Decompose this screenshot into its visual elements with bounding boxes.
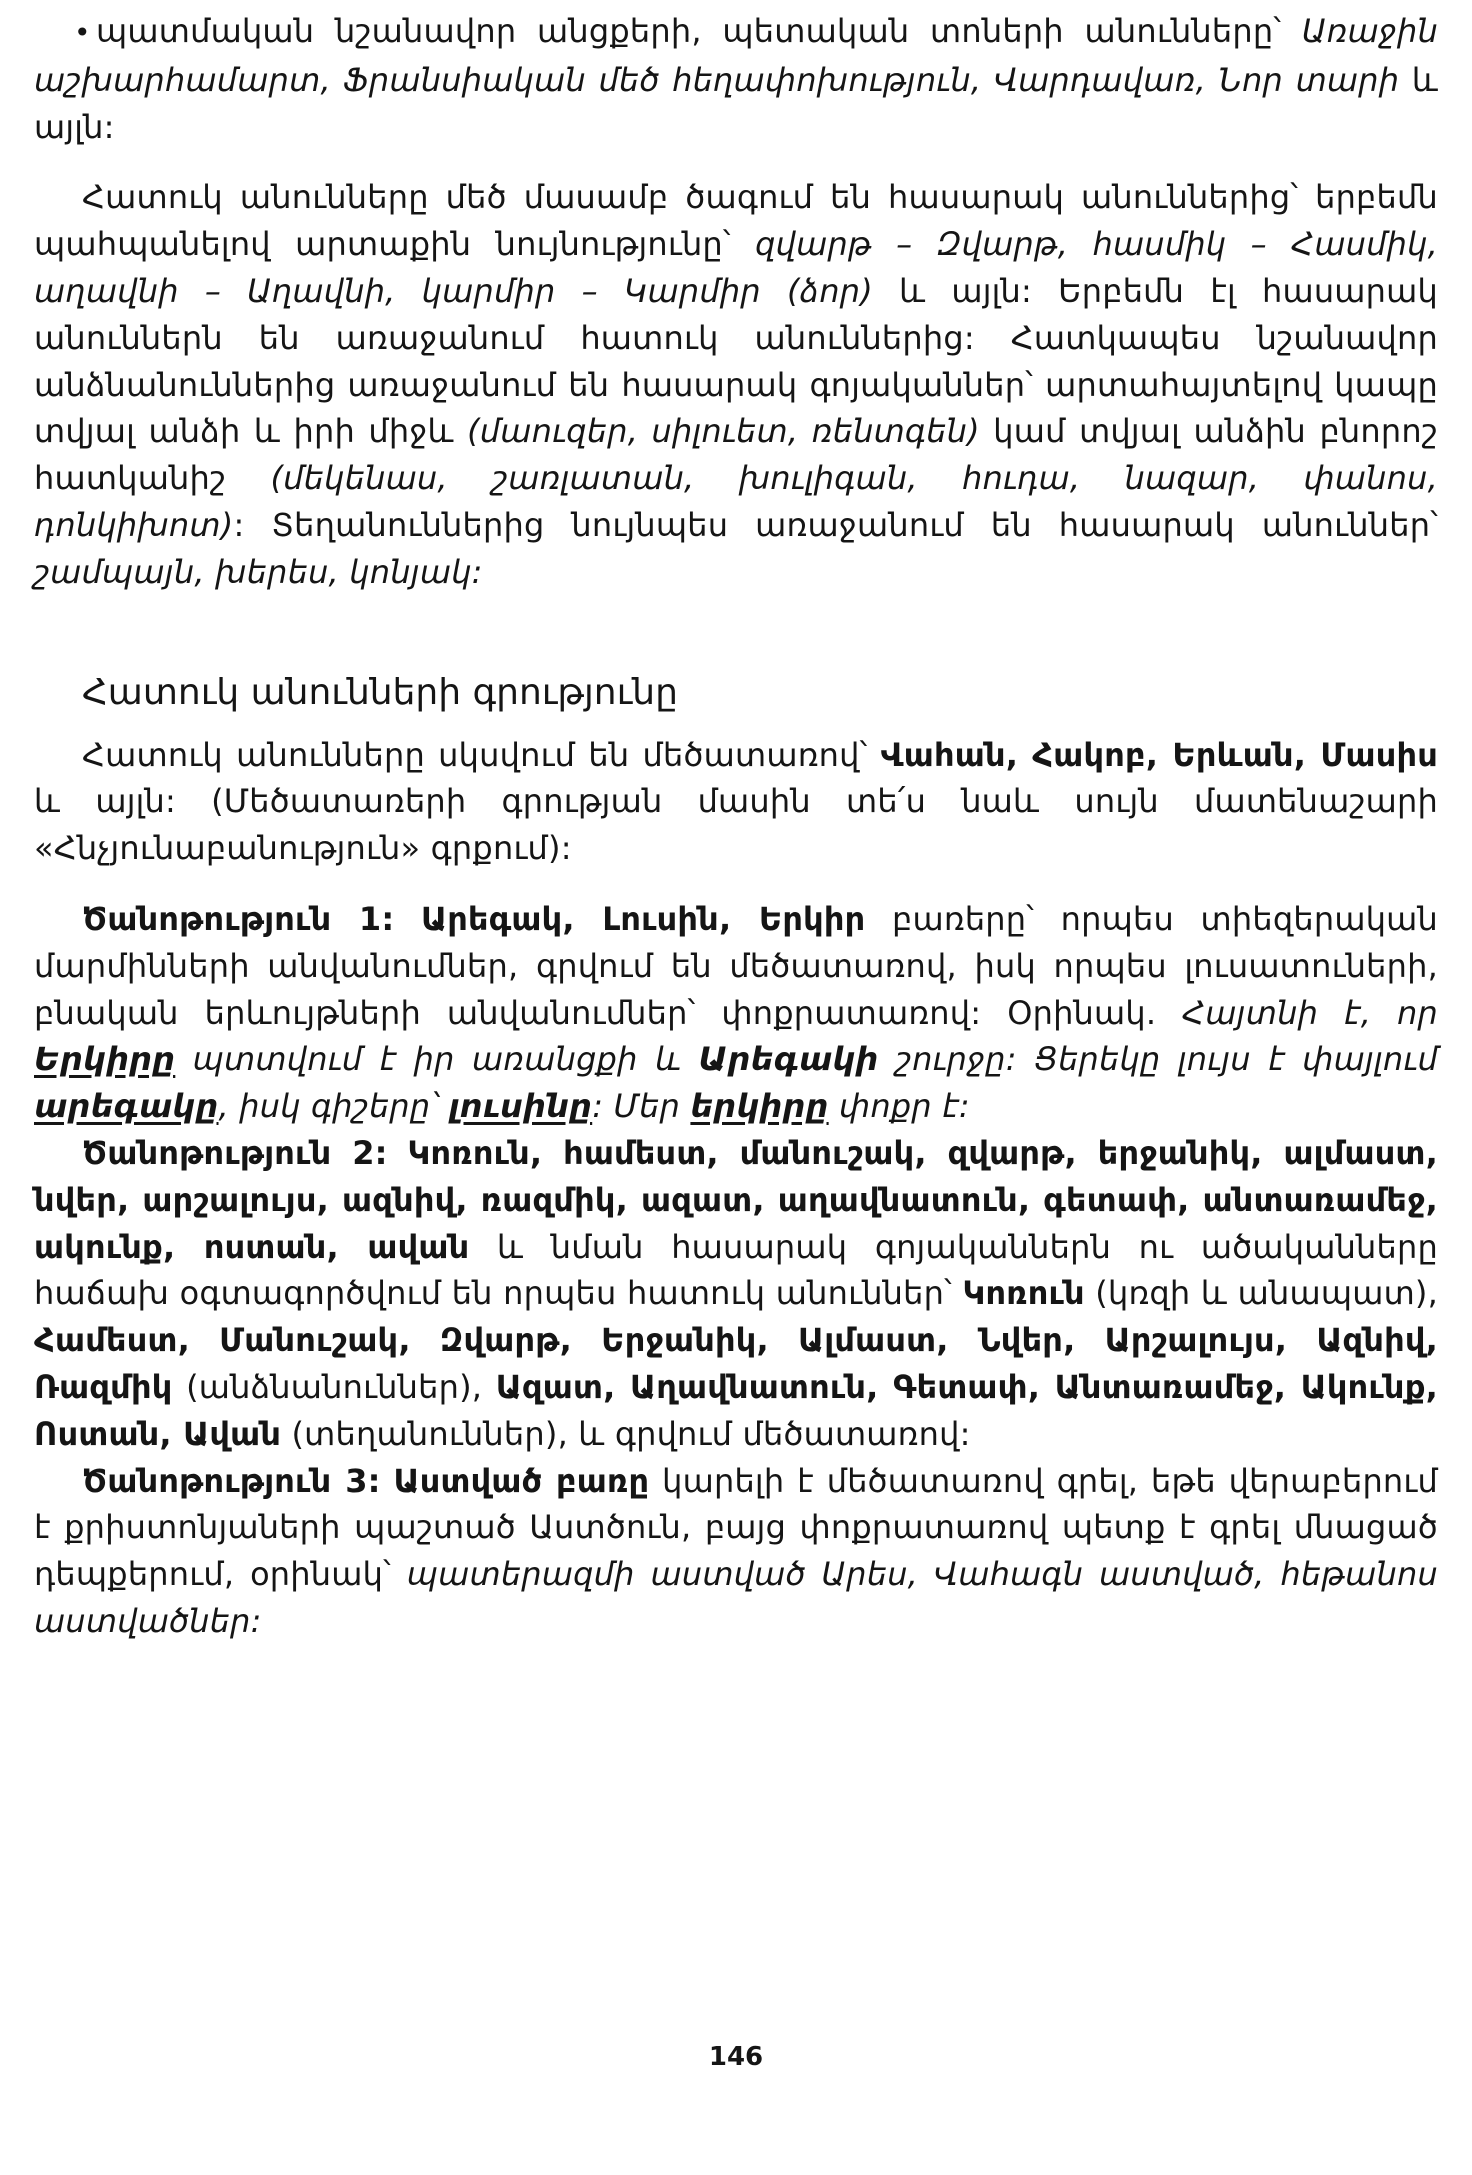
note-label: Ծանոթություն 2: [82, 1133, 388, 1172]
italic-example: փոքր է: [828, 1087, 970, 1126]
italic-example: : Մեր [592, 1087, 691, 1126]
paragraph-text: պատմական նշանավոր անցքերի, պետական տոների անունները՝ [96, 12, 1302, 50]
emphasized-word: արեգակը [34, 1087, 219, 1126]
bold-examples: Արեգակ, Լուսին, Երկիր [420, 899, 866, 938]
paragraph-text: և այլն: (Մեծատառերի գրության մասին տե՛ս նաև սույն մատենաշարի «Հնչյունաբանություն» գրքում): [34, 782, 1438, 868]
paragraph-text: կամ տվյալ անձին բնորոշ հատկանիշ [34, 412, 1438, 498]
note-1 [34, 896, 1438, 1130]
bold-examples: Աստված բառը [393, 1461, 650, 1500]
note-label: Ծանոթություն 3: [82, 1461, 381, 1500]
paragraph-capitalization [34, 732, 1438, 872]
italic-example: Հայտնի է, որ [1182, 993, 1438, 1032]
bullet-icon: • [74, 16, 91, 49]
paragraph-text: և այլն: [34, 60, 1438, 146]
section-heading: Հատուկ անունների գրությունը [82, 671, 678, 713]
italic-examples: շամպայն, խերես, կոնյակ: [34, 552, 483, 591]
paragraph-proper-names-origin [34, 174, 1438, 595]
note-2 [34, 1130, 1438, 1458]
note-3 [34, 1458, 1438, 1645]
emphasized-word: Արեգակի [698, 1040, 879, 1079]
paragraph-text: (տեղանուններ), և գրվում մեծատառով: [281, 1414, 971, 1453]
paragraph-text: (անձնանուններ), [172, 1367, 496, 1406]
italic-example: պտտվում է իր առանցքի և [175, 1040, 699, 1079]
bold-examples: Վահան, Հակոբ, Երևան, Մասիս [880, 735, 1438, 774]
emphasized-word: երկիրը [690, 1087, 829, 1126]
paragraph-text: և այլն: Երբեմն էլ հասարակ անուններն են առաջանում հատուկ անուններից: Հատկապես նշանավոր անձնանուններից առաջանում են հասարակ գոյականներ՝ արտահայտելով կապը տվյալ անձի և իրի միջև [34, 271, 1439, 451]
bold-examples: Ազատ, Աղավնատուն, Գետափ, Անտառամեջ, Ակունք, Ոստան, Ավան [34, 1367, 1438, 1453]
paragraph-text: (կռզի և անապատ), [1084, 1274, 1438, 1313]
page-content [34, 8, 1438, 1645]
italic-example: , իսկ գիշերը՝ [218, 1087, 449, 1126]
italic-examples: պատերազմի աստված Արես, Վահագն աստված, հեթանոս աստվածներ: [34, 1555, 1438, 1640]
paragraph-text: կարելի է մեծատառով գրել, եթե վերաբերում է քրիստոնյաների պաշտած Աստծուն, բայց փոքրատառով պետք է գրել մնացած դեպքերում, օրինակ՝ [34, 1461, 1439, 1594]
paragraph-text: Հատուկ անունները սկսվում են մեծատառով՝ [82, 735, 881, 774]
italic-examples: (մեկենաս, շառլատան, խուլիգան, հուդա, նազար, փանոս, դոնկիխոտ) [34, 459, 1438, 544]
emphasized-word: լուսինը [448, 1087, 593, 1126]
note-label: Ծանոթություն 1: [82, 899, 395, 938]
bold-examples: Կոռուն, համեստ, մանուշակ, զվարթ, երջանիկ, ալմաստ, նվեր, արշալույս, ազնիվ, ռազմիկ, ազատ, աղավնատուն, գետափ, անտառամեջ, ակունք, ոստան, ավան [34, 1133, 1438, 1266]
paragraph-text: բառերը՝ որպես տիեզերական մարմինների անվանումներ, գրվում են մեծատառով, իսկ որպես լուսատուների, բնական երևույթների անվանումներ՝ փոքրատառով: Օրինակ. [34, 899, 1439, 1032]
bold-examples: Կոռուն [962, 1274, 1085, 1313]
paragraph-text: և նման հասարակ գոյականներն ու ածականները հաճախ օգտագործվում են որպես հատուկ անուններ՝ [34, 1227, 1438, 1313]
page-number: 146 [708, 2042, 764, 2072]
italic-examples: զվարթ – Զվարթ, հասմիկ – Հասմիկ, աղավնի – Աղավնի, կարմիր – Կարմիր (ձոր) [34, 225, 1438, 310]
italic-example: շուրջը: Ցերեկը լույս է փայլում [878, 1040, 1438, 1079]
paragraph-text: Հատուկ անունները մեծ մասամբ ծագում են հասարակ անուններից՝ երբեմն պահպանելով արտաքին նույնությունը՝ [34, 178, 1438, 264]
bullet-paragraph [34, 8, 1438, 150]
italic-examples: (մաուզեր, սիլուետ, ռենտգեն) [467, 412, 980, 451]
paragraph-text: : Տեղանուններից նույնպես առաջանում են հասարակ անուններ՝ [233, 505, 1438, 544]
bold-examples: Համեստ, Մանուշակ, Զվարթ, Երջանիկ, Ալմաստ, Նվեր, Արշալույս, Ազնիվ, Ռազմիկ [34, 1321, 1438, 1406]
emphasized-word: Երկիրը [34, 1040, 176, 1079]
italic-examples: Առաջին աշխարհամարտ, Ֆրանսիական մեծ հեղափոխություն, Վարդավառ, Նոր տարի [34, 12, 1438, 99]
